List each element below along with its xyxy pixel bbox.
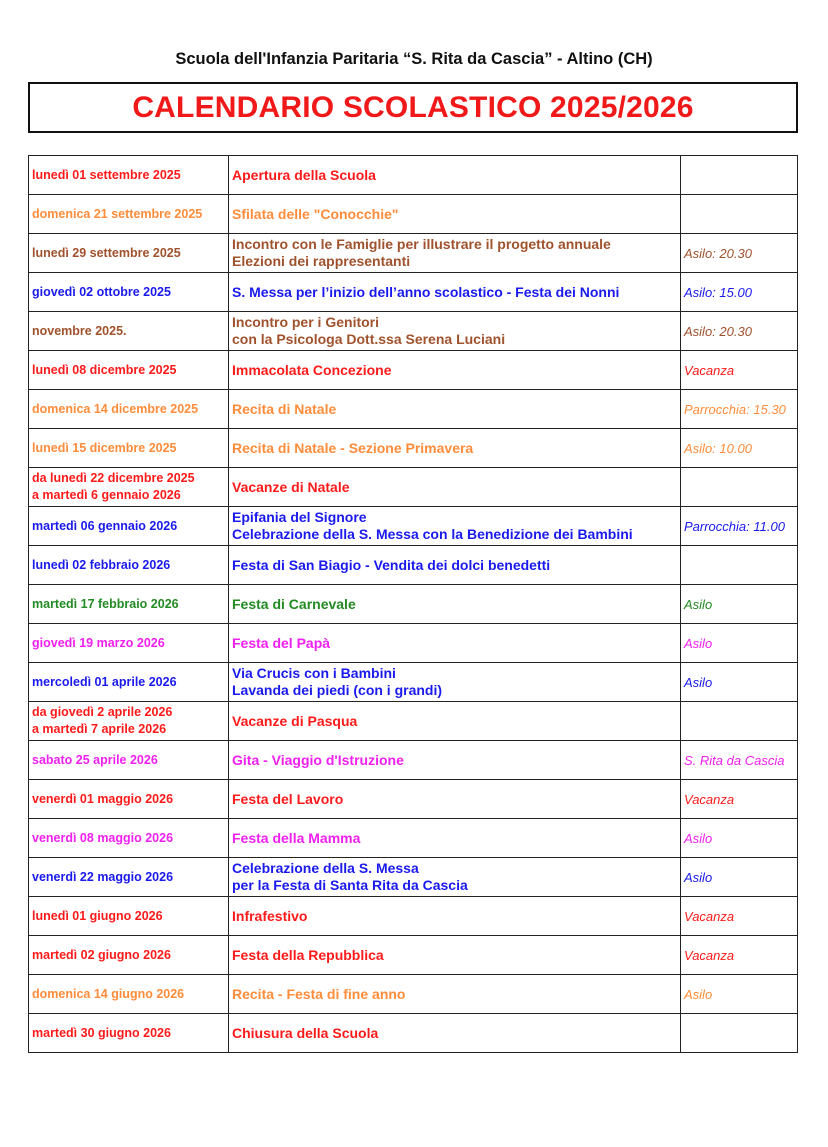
date-text: martedì 30 giugno 2026 [32,1025,171,1040]
note-cell [681,234,798,273]
date-text: venerdì 01 maggio 2026 [32,791,174,806]
note-cell [681,429,798,468]
date-text: da lunedì 22 dicembre 2025 [32,471,195,485]
date-cell [29,1014,229,1053]
note-text: S. Rita da Cascia [684,752,785,768]
note-cell [681,780,798,819]
note-cell [681,624,798,663]
date-cell [29,780,229,819]
note-cell [681,195,798,234]
note-text: Asilo [684,830,713,846]
calendar-row [29,663,798,702]
event-text: Incontro per i Genitori [232,314,380,330]
note-cell [681,507,798,546]
event-cell [229,156,681,195]
date-cell [29,507,229,546]
event-text: Vacanze di Pasqua [232,712,358,729]
event-cell [229,819,681,858]
event-cell [229,936,681,975]
calendar-row [29,1014,798,1053]
note-text: Vacanza [684,947,735,963]
date-cell [29,273,229,312]
note-text: Parrocchia: 15.30 [684,401,786,417]
event-text: Festa della Mamma [232,829,361,846]
date-text: lunedì 01 giugno 2026 [32,908,163,923]
calendar-row [29,546,798,585]
note-text: Asilo [684,869,713,885]
event-text: Recita di Natale - Sezione Primavera [232,439,474,456]
note-cell [681,702,798,741]
event-text: Elezioni dei rappresentanti [232,253,411,269]
event-text: Festa del Papà [232,634,331,651]
date-cell [29,897,229,936]
calendar-row [29,390,798,429]
event-text: Festa del Lavoro [232,790,344,807]
event-cell [229,780,681,819]
event-text: Apertura della Scuola [232,166,376,183]
note-cell [681,390,798,429]
date-cell [29,936,229,975]
event-text: Festa della Repubblica [232,946,384,963]
date-text: a martedì 6 gennaio 2026 [32,488,181,502]
calendar-row [29,936,798,975]
date-cell [29,312,229,351]
date-cell [29,195,229,234]
event-cell [229,234,681,273]
note-text: Asilo: 20.30 [684,245,752,261]
date-text: lunedì 29 settembre 2025 [32,245,181,260]
school-name: Scuola dell'Infanzia Paritaria “S. Rita da Cascia” - Altino (CH) [175,50,653,68]
date-cell [29,429,229,468]
date-cell [29,546,229,585]
note-text: Vacanza [684,791,735,807]
date-text: domenica 14 giugno 2026 [32,986,185,1001]
date-text: lunedì 02 febbraio 2026 [32,557,171,572]
event-text: Lavanda dei piedi (con i grandi) [232,682,443,698]
date-text: domenica 21 settembre 2025 [32,206,203,221]
event-cell [229,702,681,741]
event-cell [229,1014,681,1053]
note-text: Asilo: 20.30 [684,323,752,339]
note-text: Parrocchia: 11.00 [684,518,785,534]
date-text: giovedì 19 marzo 2026 [32,635,165,650]
date-text: martedì 06 gennaio 2026 [32,518,178,533]
date-text: da giovedì 2 aprile 2026 [32,705,173,719]
event-text: con la Psicologa Dott.ssa Serena Luciani [232,331,506,347]
event-text: Celebrazione della S. Messa con la Benedizione dei Bambini [232,526,633,542]
calendar-row [29,507,798,546]
date-cell [29,663,229,702]
event-text: Epifania del Signore [232,509,367,525]
event-cell [229,897,681,936]
calendar-row [29,156,798,195]
event-text: Celebrazione della S. Messa [232,860,419,876]
event-cell [229,546,681,585]
event-text: Immacolata Concezione [232,361,392,378]
calendar-row [29,273,798,312]
event-cell [229,741,681,780]
event-text: Incontro con le Famiglie per illustrare il progetto annuale [232,236,611,252]
event-cell [229,624,681,663]
date-text: domenica 14 dicembre 2025 [32,401,199,416]
page-title: CALENDARIO SCOLASTICO 2025/2026 [132,90,694,124]
date-text: a martedì 7 aprile 2026 [32,722,167,736]
date-text: lunedì 01 settembre 2025 [32,167,181,182]
date-text: martedì 02 giugno 2026 [32,947,171,962]
note-cell [681,975,798,1014]
note-cell [681,546,798,585]
event-cell [229,585,681,624]
note-cell [681,741,798,780]
date-text: lunedì 08 dicembre 2025 [32,362,177,377]
event-text: Sfilata delle "Conocchie" [232,205,399,222]
date-cell [29,234,229,273]
event-text: Festa di Carnevale [232,595,356,612]
date-text: martedì 17 febbraio 2026 [32,596,179,611]
event-cell [229,390,681,429]
calendar-row [29,897,798,936]
calendar-row [29,468,798,507]
date-text: mercoledì 01 aprile 2026 [32,674,177,689]
note-cell [681,1014,798,1053]
event-cell [229,858,681,897]
event-text: Festa di San Biagio - Vendita dei dolci benedetti [232,556,551,573]
note-cell [681,936,798,975]
date-cell [29,468,229,507]
note-text: Asilo: 15.00 [684,284,752,300]
event-text: Recita di Natale [232,400,337,417]
date-cell [29,819,229,858]
date-cell [29,624,229,663]
date-text: lunedì 15 dicembre 2025 [32,440,177,455]
calendar-row [29,780,798,819]
note-cell [681,156,798,195]
note-cell [681,351,798,390]
note-text: Asilo [684,674,713,690]
date-cell [29,702,229,741]
date-cell [29,585,229,624]
note-cell [681,312,798,351]
event-text: Infrafestivo [232,907,308,924]
note-cell [681,273,798,312]
calendar-row [29,195,798,234]
date-cell [29,858,229,897]
note-cell [681,858,798,897]
note-text: Asilo: 10.00 [684,440,752,456]
calendar-row [29,741,798,780]
date-text: sabato 25 aprile 2026 [32,752,158,767]
date-cell [29,975,229,1014]
title-box [28,82,798,133]
calendar-row [29,702,798,741]
event-cell [229,507,681,546]
event-cell [229,975,681,1014]
event-cell [229,429,681,468]
event-text: Recita - Festa di fine anno [232,985,406,1002]
event-text: Via Crucis con i Bambini [232,665,396,681]
event-cell [229,195,681,234]
event-cell [229,351,681,390]
event-text: Gita - Viaggio d'Istruzione [232,751,404,768]
calendar-row [29,858,798,897]
calendar-row [29,234,798,273]
date-text: giovedì 02 ottobre 2025 [32,284,171,299]
note-text: Asilo [684,635,713,651]
note-text: Vacanza [684,908,735,924]
date-cell [29,741,229,780]
calendar-row [29,975,798,1014]
event-text: S. Messa per l’inizio dell’anno scolastico - Festa dei Nonni [232,283,620,300]
date-cell [29,390,229,429]
date-text: venerdì 22 maggio 2026 [32,869,174,884]
calendar-row [29,312,798,351]
note-cell [681,663,798,702]
calendar-row [29,585,798,624]
date-text: venerdì 08 maggio 2026 [32,830,174,845]
note-text: Vacanza [684,362,735,378]
calendar-row [29,624,798,663]
note-cell [681,897,798,936]
date-cell [29,156,229,195]
note-cell [681,468,798,507]
event-cell [229,468,681,507]
note-text: Asilo [684,986,713,1002]
note-cell [681,819,798,858]
calendar-row [29,351,798,390]
event-text: per la Festa di Santa Rita da Cascia [232,877,468,893]
calendar-row [29,429,798,468]
calendar-row [29,819,798,858]
event-cell [229,663,681,702]
calendar-table [28,155,798,1053]
event-cell [229,312,681,351]
event-cell [229,273,681,312]
note-text: Asilo [684,596,713,612]
event-text: Chiusura della Scuola [232,1024,379,1041]
note-cell [681,585,798,624]
date-cell [29,351,229,390]
event-text: Vacanze di Natale [232,478,350,495]
date-text: novembre 2025. [32,323,127,338]
